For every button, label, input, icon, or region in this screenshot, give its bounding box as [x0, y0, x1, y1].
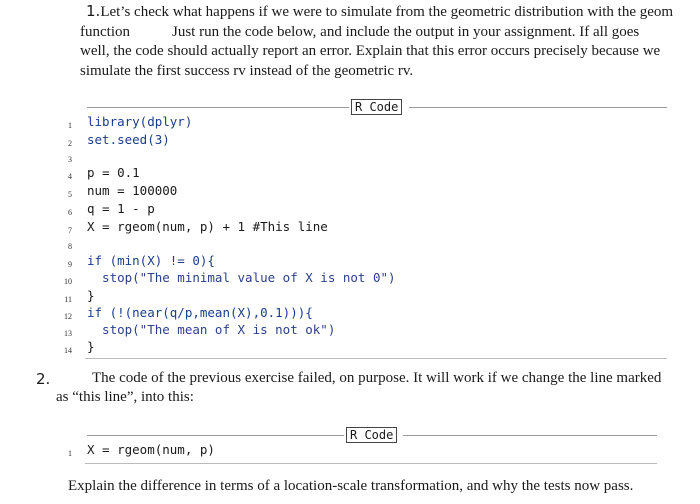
- code-block-1-label: R Code: [351, 99, 402, 115]
- final-instruction: Explain the difference in terms of a location-scale transformation, and why the tests now pass.: [68, 478, 634, 494]
- code-block-2-rule-right: [403, 435, 657, 436]
- question-1-line-2b: Just run the code below, and include the output in your assignment. If all goes: [172, 23, 640, 40]
- code-text: X = rgeom(num, p): [87, 442, 215, 457]
- code-text: }: [87, 339, 95, 354]
- code-block-1-rule-left: [87, 107, 349, 108]
- code-text: }: [87, 288, 95, 303]
- question-2-text: [56, 369, 676, 407]
- code-text: if (min(X) != 0){: [87, 253, 215, 268]
- line-number: 13: [64, 329, 72, 338]
- code-line: [87, 441, 215, 459]
- code-text: library(dplyr): [87, 114, 193, 129]
- line-number: 2: [68, 139, 72, 148]
- question-1-line-2a: function: [80, 23, 130, 40]
- code-block-2-bottom-rule: [85, 463, 657, 464]
- question-1-text: [80, 2, 680, 81]
- code-text: stop("The minimal value of X is not 0"): [87, 270, 396, 285]
- code-block-1-bottom-rule: [85, 358, 667, 359]
- code-text: X = rgeom(num, p) + 1 #This line: [87, 219, 328, 234]
- code-block-2-label: R Code: [346, 427, 397, 443]
- code-line: [87, 182, 177, 200]
- question-1-line-4: simulate the first success rv instead of the geometric rv.: [80, 62, 414, 79]
- question-1-line-3: well, the code should actually report an error. Explain that this error occurs precisely because we: [80, 43, 661, 59]
- question-1-line-1: Let’s check what happens if we were to simulate from the geometric distribution with the geom: [100, 4, 674, 20]
- line-number: 6: [68, 208, 72, 217]
- line-number: 3: [68, 155, 72, 164]
- code-text: stop("The mean of X is not ok"): [87, 322, 336, 337]
- code-text: if (!(near(q/p,mean(X),0.1))){: [87, 305, 313, 320]
- question-2-line-2: as “this line”, into this:: [56, 389, 194, 405]
- code-line: [87, 269, 396, 287]
- line-number: 4: [68, 172, 72, 181]
- code-line: [87, 200, 155, 218]
- line-number: 9: [68, 260, 72, 269]
- code-line: [87, 338, 95, 356]
- code-text: q = 1 - p: [87, 201, 155, 216]
- line-number: 11: [64, 295, 72, 304]
- code-text: set.seed(3): [87, 132, 170, 147]
- line-number: 8: [68, 242, 72, 251]
- line-number: 10: [64, 277, 72, 286]
- line-number: 14: [64, 346, 72, 355]
- line-number: 5: [68, 190, 72, 199]
- code-line: [87, 321, 335, 339]
- code-text: p = 0.1: [87, 165, 140, 180]
- code-text: num = 100000: [87, 183, 178, 198]
- code-line: [87, 287, 95, 305]
- code-line: [87, 252, 215, 270]
- code-line: [87, 164, 140, 182]
- question-1-number: 1.: [86, 2, 101, 20]
- line-number: 1: [68, 121, 72, 130]
- code-line: [87, 131, 170, 149]
- line-number: 12: [64, 312, 72, 321]
- question-2-line-1: The code of the previous exercise failed, on purpose. It will work if we change the line marked: [92, 370, 662, 386]
- code-block-1-rule-right: [409, 107, 667, 108]
- code-line: [87, 304, 313, 322]
- line-number: 7: [68, 226, 72, 235]
- code-line: [87, 218, 328, 236]
- question-2-number: 2.: [36, 370, 51, 388]
- line-number: 1: [68, 449, 72, 458]
- code-line: [87, 113, 192, 131]
- code-block-2-rule-left: [87, 435, 344, 436]
